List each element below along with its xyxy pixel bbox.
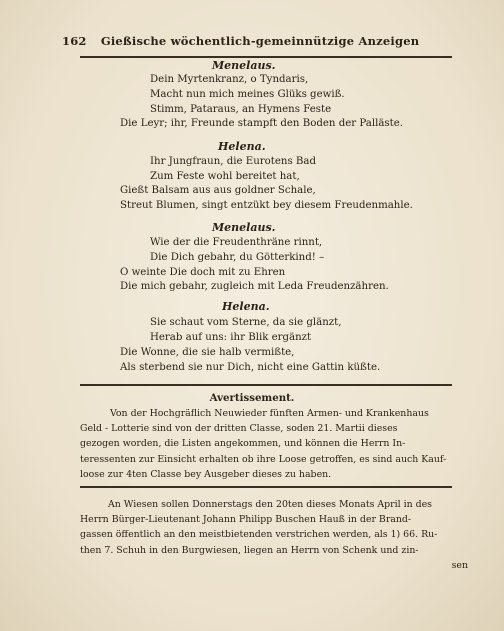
speaker-heading: Menelaus. [212,221,276,234]
verse-line: O weinte Die doch mit zu Ehren [120,267,286,278]
text-line: Herrn Bürger-Lieutenant Johann Philipp Buschen Hauß in der Brand- [80,514,412,526]
verse-line: Ihr Jungfraun, die Eurotens Bad [150,156,317,167]
speaker-heading: Helena. [222,300,270,313]
verse-line: Sie schaut vom Sterne, da sie glänzt, [150,317,342,328]
text-line: gassen öffentlich an den meistbietenden verstrichen werden, als 1) 66. Ru- [80,529,438,541]
verse-line: Streut Blumen, singt entzükt bey diesem Freudenmahle. [120,200,413,211]
verse-line: Die mich gebahr, zugleich mit Leda Freudenzähren. [120,281,389,292]
verse-line: Dein Myrtenkranz, o Tyndaris, [150,74,309,85]
section-rule [80,486,452,488]
text-line: gezogen worden, die Listen angekommen, und können die Herrn In- [80,438,406,450]
advertisement-title: Avertissement. [209,392,295,404]
text-line: Geld - Lotterie sind von der dritten Classe, soden 21. Martii dieses [80,423,398,435]
page-number: 162 [62,34,87,48]
header-rule [80,56,452,58]
text-line: Von der Hochgräflich Neuwieder fünften Armen- und Krankenhaus [110,408,429,419]
verse-line: Stimm, Pataraus, an Hymens Feste [150,104,332,115]
publication-title: Gießische wöchentlich-gemeinnützige Anzeigen [100,34,420,48]
section-rule [80,384,452,386]
verse-line: Die Dich gebahr, du Götterkind! – [150,252,325,263]
text-line: An Wiesen sollen Donnerstags den 20ten dieses Monats April in des [108,499,432,510]
verse-line: Die Leyr; ihr, Freunde stampft den Boden der Palläste. [120,118,404,129]
text-line: teressenten zur Einsicht erhalten ob ihre Loose getroffen, es sind auch Kauf- [80,453,447,465]
text-line: loose zur 4ten Classe bey Ausgeber dieses zu haben. [80,468,332,480]
verse-line: Zum Feste wohl bereitet hat, [150,171,300,182]
advertisement-body [80,406,468,482]
verse-line: Macht nun mich meines Glüks gewiß. [150,89,345,100]
verse-line: Wie der die Freudenthräne rinnt, [150,237,323,248]
notice-body [80,497,468,573]
page-header [62,34,462,48]
speaker-heading: Menelaus. [212,59,276,72]
speaker-heading: Helena. [218,140,266,153]
verse-line: Gießt Balsam aus aus goldner Schale, [120,185,316,196]
verse-line: Als sterbend sie nur Dich, nicht eine Gattin küßte. [120,362,381,373]
catchword: sen [451,559,468,571]
text-line: then 7. Schuh in den Burgwiesen, liegen an Herrn von Schenk und zin- [80,544,419,556]
verse-line: Die Wonne, die sie halb vermißte, [120,347,295,358]
verse-line: Herab auf uns: ihr Blik ergänzt [150,332,312,343]
